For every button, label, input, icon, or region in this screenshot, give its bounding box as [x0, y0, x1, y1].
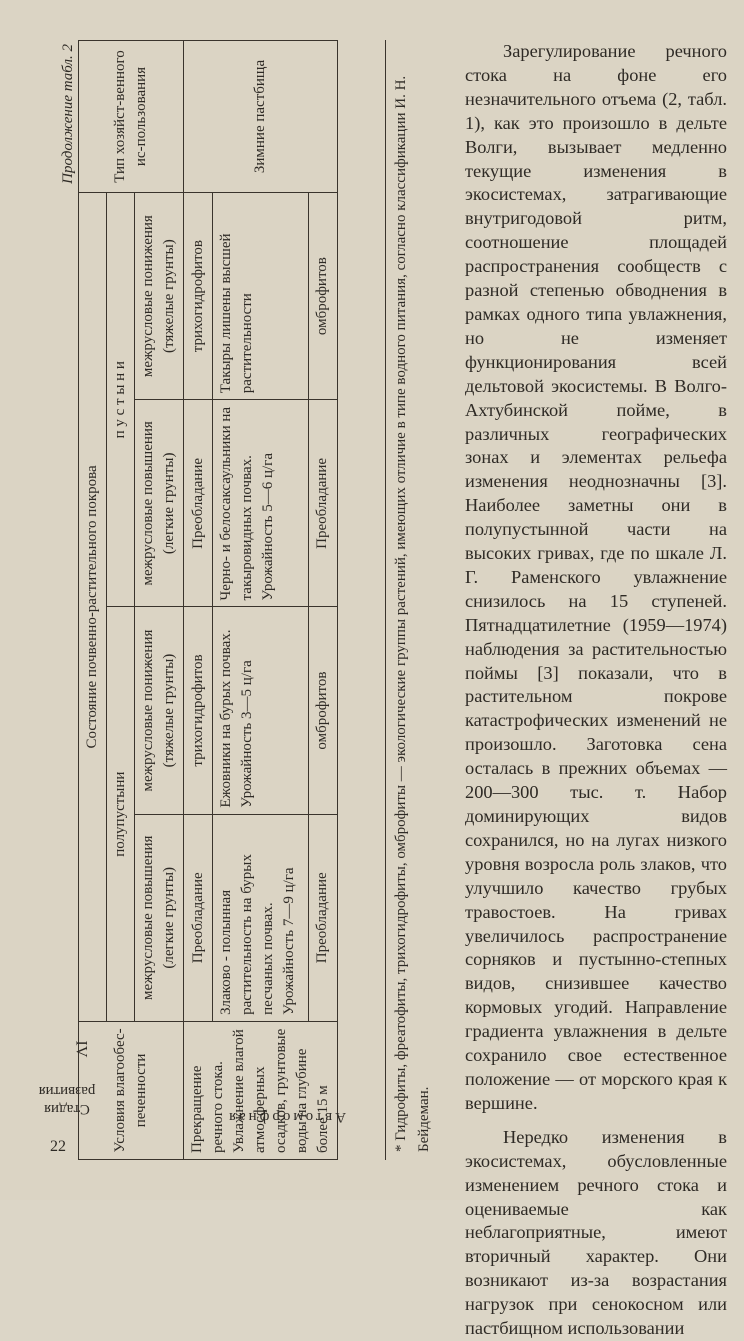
cell-f-dominance: Преобладание: [308, 400, 337, 607]
table-row-description: [213, 41, 308, 1160]
rotated-table-region: [58, 40, 450, 1160]
body-text-column: [465, 40, 727, 1341]
table-header-row-3: [135, 41, 184, 1160]
cell-c-text: Черно- и белосаксаульники на такыровидных почвах. Урожайность 5—6 ц/га: [213, 400, 308, 607]
table-landscape: [58, 40, 450, 1160]
stage-group: Автоморфная: [226, 1109, 346, 1125]
table-row-dominance: [184, 41, 213, 1160]
cell-e-dominance: Преобладание: [308, 814, 337, 1021]
stage-label: Стадия развития: [38, 1083, 96, 1117]
cell-d-text: Такыры лишены высшей растительности: [213, 193, 308, 400]
cell-b-text: Ежовники на бурых почвах. Урожайность 3—5 ц/га: [213, 607, 308, 814]
ecosystem-table: [78, 40, 338, 1160]
paragraph-2: Нередко изменения в экосистемах, обусловленные изменением речного стока и оцениваемые как неблагоприятные, имеют вторичный характер. Они возникают из-за возрастания нагрузок при сенокосном или пастбищном использовании: [465, 1126, 727, 1339]
cell-f-group: омброфитов: [308, 193, 337, 400]
header-desert-lows: межрусловые понижения (тяжелые грунты): [135, 193, 184, 400]
cell-c-dominance: Преобладание: [184, 400, 213, 607]
cell-e-group: омброфитов: [308, 607, 337, 814]
header-desert: п у с т ы н и: [107, 193, 135, 607]
cell-a-group: трихогидрофитов: [184, 607, 213, 814]
paragraph-1: Зарегулирование речного стока на фоне его незначительного отъема (2, табл. 1), как это произошло в дельте Волги, вызывает медленно текущие изменения в экосистемах, затрагивающие внутригодовой ритм, соотношение площадей распространения сообществ с разной степенью обводнения в рамках одного типа увлажнения, но не изменяет функционирования всей дельтовой экосистемы. В Волго-Ахтубинской пойме, в различных географических зонах и элементах рельефа изменения неоднозначны [3]. Наиболее заметны они в полупустынной части на высоких гривах, где по шкале Л. Г. Раменского увлажнение снизилось на 15 ступеней. Пятнадцатилетние (1959—1974) наблюдения за растительностью поймы [3] показали, что в растительном покрове катастрофических изменений не произошло. Заготовка сена осталась в прежних объемах — 200—300 тыс. т. Набор доминирующих видов сохранился, но на лугах низкого уровня возросла роль злаков, что улучшило качество грубых травостоев. На гривах увеличилось распространение сорняков и пустынно-степных видов, снизившее качество кормовых угодий. Направление градиента увлажнения в дельте сохранило свое естественное положение — от морского края к вершине.: [465, 41, 727, 1113]
cell-c-group: трихогидрофитов: [184, 193, 213, 400]
cell-economy: Зимние пастбища: [184, 41, 338, 193]
table-header-row-2: [107, 41, 135, 1160]
cell-a-text: Злаково - полынная растительность на бурых песчаных почвах. Урожайность 7—9 ц/га: [213, 814, 308, 1021]
table-caption: Продолжение табл. 2: [60, 44, 76, 184]
header-desert-highs: межрусловые повышения (легкие грунты): [135, 400, 184, 607]
table-header-row-1: [79, 41, 107, 1160]
header-state: Состояние почвенно-растительного покрова: [79, 193, 107, 1022]
header-semidesert-highs: межрусловые повышения (легкие грунты): [135, 814, 184, 1021]
cell-conditions: Прекращение речного стока. Увлажнение влагой атмосферных осадков, грунтовые воды на глубине более 15 м: [184, 1021, 338, 1159]
table-row-ombrophytes: [308, 41, 337, 1160]
cell-a-dominance: Преобладание: [184, 814, 213, 1021]
stage-number: IV: [72, 1040, 90, 1058]
header-conditions: Условия влагообес-печенности: [79, 1021, 184, 1159]
table-footnote: * Гидрофиты, фреатофиты, трихогидрофиты, омброфиты — экологические группы растений, имеющих отличие в типе водного питания, согласно классификации И. Н. Бейдеман.: [385, 40, 450, 1160]
header-economy: Тип хозяйст-венного ис-пользования: [79, 41, 184, 193]
header-semidesert-lows: межрусловые понижения (тяжелые грунты): [135, 607, 184, 814]
header-semidesert: полупустыни: [107, 607, 135, 1021]
page-number: 22: [50, 1138, 66, 1155]
